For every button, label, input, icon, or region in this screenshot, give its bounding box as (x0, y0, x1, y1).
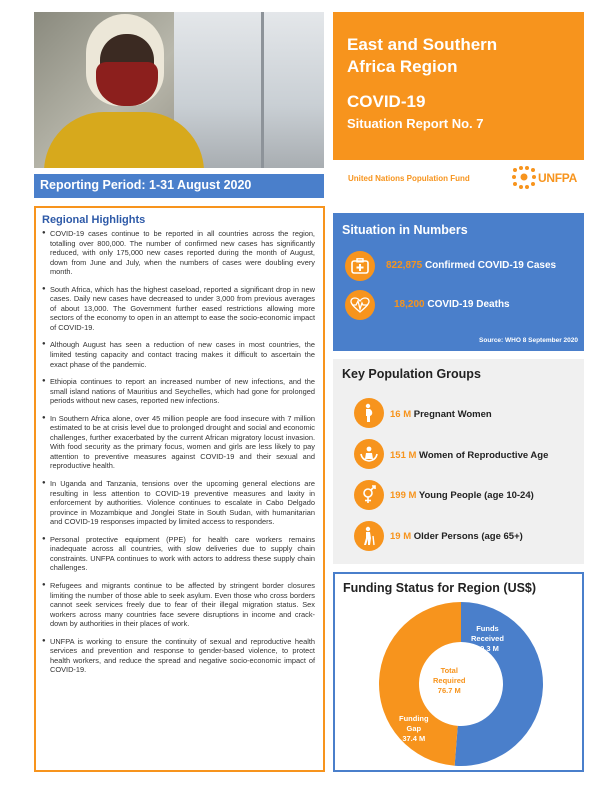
report-title-box (333, 12, 584, 160)
tent-pole (261, 12, 264, 168)
highlight-item: ● COVID-19 cases continue to be reported in all countries across the region, totalling over 800,000. The number of confirmed new cases has significantly reduced, with only 175,000 new cases reported during the month of August, down from June and July, when the numbers of cases were doubling every month. (42, 229, 315, 277)
deaths-number: 18,200 (394, 299, 425, 310)
key-group-row (390, 450, 548, 461)
key-group-label: Pregnant Women (413, 409, 492, 420)
situation-heading: Situation in Numbers (342, 223, 468, 237)
funds-received-value: 39.3 M (476, 644, 499, 653)
highlight-item: ● Ethiopia continues to report an increased number of new infections, and the small island nations of Mauritius and Seychelles, which had gone for prolonged periods without new cases, reported new infections. (42, 377, 315, 406)
cover-photo (34, 12, 324, 168)
gender-symbols-icon (354, 480, 384, 510)
key-group-label: Young People (age 10-24) (418, 490, 534, 501)
region-title (347, 34, 570, 78)
highlights-heading: Regional Highlights (42, 214, 146, 226)
total-required-value: 76.7 M (437, 686, 461, 695)
key-group-number: 16 M (390, 409, 412, 420)
highlight-item: ● In Southern Africa alone, over 45 million people are food insecure with 7 million estimated to be at crisis level due to prolonged drought and social and economic challenges, further exacerbated by the current African migratory locust invasion. With food security as the primary focus, women and girls are less likely to pay attention to preventive measures against COVID-19 and their sexual and reproductive health. (42, 414, 315, 471)
reporting-period-banner: Reporting Period: 1-31 August 2020 (34, 174, 324, 198)
highlights-list (42, 229, 315, 675)
key-group-row (390, 409, 492, 420)
women-group-icon (354, 439, 384, 469)
funding-gap-value: 37.4 M (402, 734, 426, 743)
highlight-item: ● UNFPA is working to ensure the continuity of sexual and reproductive health services and prevention and response to gender-based violence, to protect health workers, and reduce the spread and negative socio-economic impact of COVID-19. (42, 637, 315, 675)
key-population-groups-panel (333, 359, 584, 564)
unfpa-logo (511, 165, 587, 191)
funds-received-label-line: Received (471, 634, 504, 643)
funds-received-label (471, 624, 504, 654)
regional-highlights-panel (34, 206, 325, 772)
funds-received-label-line: Funds (476, 624, 499, 633)
confirmed-cases-number: 822,875 (386, 260, 423, 271)
org-full-name: United Nations Population Fund (348, 174, 470, 183)
key-group-label: Older Persons (age 65+) (413, 531, 523, 542)
region-title-line2: Africa Region (347, 57, 458, 76)
key-group-number: 151 M (390, 450, 417, 461)
situation-in-numbers-panel (333, 213, 584, 351)
deaths-label: COVID-19 Deaths (427, 299, 510, 310)
highlight-item: ● Although August has seen a reduction of new cases in most countries, the limited testing capacity and contact tracing makes it difficult to ascertain the exact phase of the pandemic. (42, 340, 315, 369)
region-title-line1: East and Southern (347, 35, 498, 54)
confirmed-cases-row (386, 260, 556, 271)
confirmed-cases-label: Confirmed COVID-19 Cases (424, 260, 557, 271)
funding-chart-title: Funding Status for Region (US$) (343, 581, 537, 595)
key-groups-heading: Key Population Groups (342, 367, 481, 381)
key-group-number: 199 M (390, 490, 417, 501)
funding-gap-label-line: Gap (406, 724, 422, 733)
highlight-item: ● Refugees and migrants continue to be affected by stringent border closures limiting the number of those able to seek asylum. Even those who cross borders cannot seek services freely due to fear of their illegal migration status. Sex workers across many countries face severe disruptions in income and crack-down by authorities in their places of work. (42, 581, 315, 629)
key-group-number: 19 M (390, 531, 412, 542)
report-number: Situation Report No. 7 (347, 116, 484, 131)
heartbeat-icon (345, 290, 375, 320)
highlight-item: ● South Africa, which has the highest caseload, reported a significant drop in new cases. Daily new cases have decreased to under 3,000 from previous averages of about 13,000. The Government further eased restrictions allowing more sectors of the economy to open in an attempt to ease the socio-economic impact of COVID-19. (42, 285, 315, 333)
unfpa-logo-text: UNFPA (538, 171, 577, 185)
funding-gap-label (399, 714, 429, 744)
funding-gap-label-line: Funding (399, 714, 429, 723)
elderly-person-icon (354, 521, 384, 551)
highlight-item: ● In Uganda and Tanzania, tensions over the upcoming general elections are resulting in less attention to COVID-19 preventive measures and laxity in enforcement by authorities. Violence continues to escalate in Cabo Delgado province in Mozambique and Jonglei State in South Sudan, with humanitarian and COVID-19 responses impacted by limited access to responders. (42, 479, 315, 527)
medical-kit-icon (345, 251, 375, 281)
deaths-row (394, 299, 510, 310)
unfpa-logo-icon (511, 165, 537, 191)
situation-source: Source: WHO 8 September 2020 (479, 337, 578, 344)
key-group-label: Women of Reproductive Age (419, 450, 549, 461)
highlight-item: ● Personal protective equipment (PPE) for health care workers remains inadequate across all countries, with slow deliveries due to supply chain constraints. UNFPA continues to work with actors to address these supply chain challenges. (42, 535, 315, 573)
total-required-label-line: Required (433, 676, 466, 685)
key-group-row (390, 490, 534, 501)
key-group-row (390, 531, 523, 542)
total-required-label (433, 666, 466, 696)
covid-title: COVID-19 (347, 92, 426, 111)
funding-status-panel (333, 572, 584, 772)
pregnant-woman-icon (354, 398, 384, 428)
total-required-label-line: Total (440, 666, 458, 675)
